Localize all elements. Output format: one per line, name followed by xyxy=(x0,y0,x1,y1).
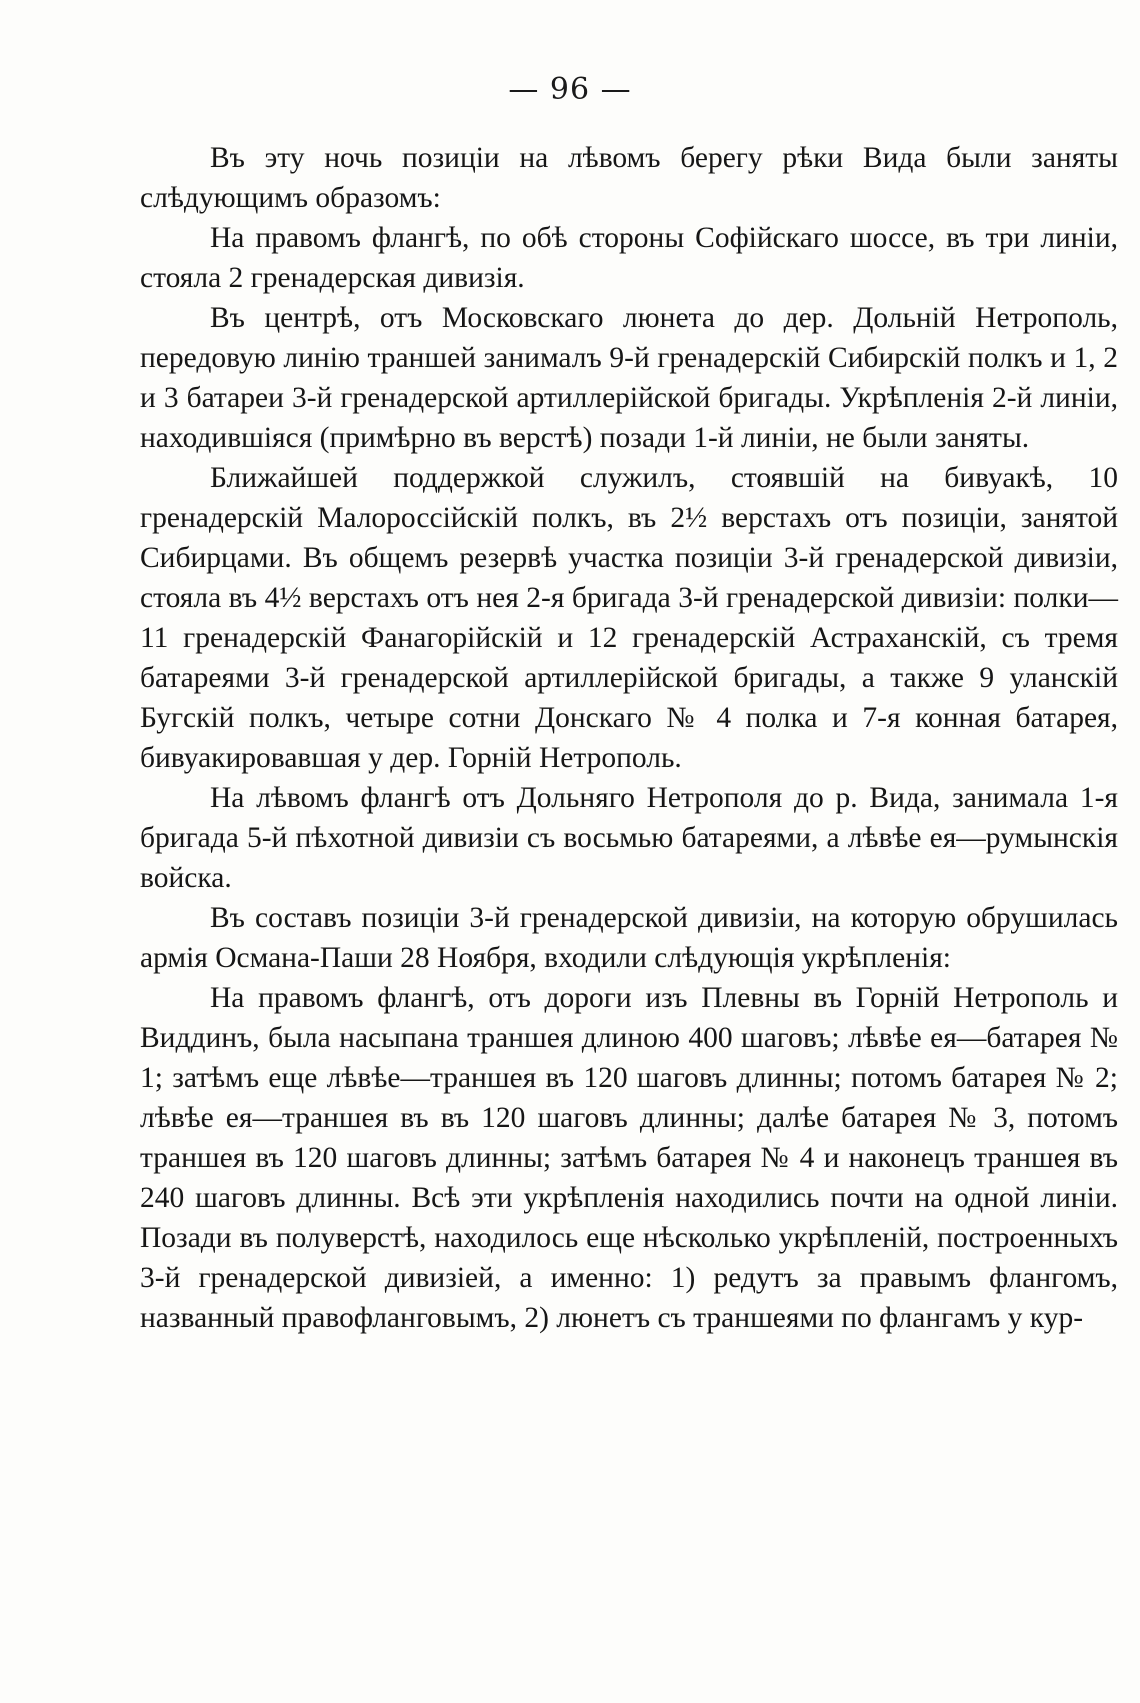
paragraph: Въ центрѣ, отъ Московскаго люнета до дер. Дольній Нетрополь, передовую линію траншей занималъ 9-й гренадерскій Сибирскій полкъ и 1, 2 и 3 батареи 3-й гренадерской артиллерійской бригады. Укрѣпленія 2-й линіи, находившіяся (примѣрно въ верстѣ) позади 1-й линіи, не были заняты. xyxy=(140,302,1118,454)
paragraph: На лѣвомъ флангѣ отъ Дольняго Нетрополя до р. Вида, занимала 1-я бригада 5-й пѣхотной дивизіи съ восьмью батареями, а лѣвѣе ея—румынскія войска. xyxy=(140,782,1118,894)
paragraph: На правомъ флангѣ, по обѣ стороны Софійскаго шоссе, въ три линіи, стояла 2 гренадерская дивизія. xyxy=(140,222,1118,294)
paragraph: Въ эту ночь позиціи на лѣвомъ берегу рѣки Вида были заняты слѣдующимъ образомъ: xyxy=(140,142,1118,214)
paragraph: Въ составъ позиціи 3-й гренадерской дивизіи, на которую обрушилась армія Османа-Паши 28 Ноября, входили слѣдующія укрѣпленія: xyxy=(140,902,1118,974)
body-text xyxy=(140,138,1118,1338)
page-number: — 96 — xyxy=(508,72,632,107)
paragraph: На правомъ флангѣ, отъ дороги изъ Плевны въ Горній Нетрополь и Виддинъ, была насыпана траншея длиною 400 шаговъ; лѣвѣе ея—батарея № 1; затѣмъ еще лѣвѣе—траншея въ 120 шаговъ длинны; потомъ батарея № 2; лѣвѣе ея—траншея въ въ 120 шаговъ длинны; далѣе батарея № 3, потомъ траншея въ 120 шаговъ длинны; затѣмъ батарея № 4 и наконецъ траншея въ 240 шаговъ длинны. Всѣ эти укрѣпленія находились почти на одной линіи. Позади въ полуверстѣ, находилось еще нѣсколько укрѣпленій, построенныхъ 3-й гренадерской дивизіей, а именно: 1) редутъ за правымъ флангомъ, названный правофланговымъ, 2) люнетъ съ траншеями по флангамъ у кур- xyxy=(140,982,1118,1334)
paragraph: Ближайшей поддержкой служилъ, стоявшій на бивуакѣ, 10 гренадерскій Малороссійскій полкъ, въ 2½ верстахъ отъ позиціи, занятой Сибирцами. Въ общемъ резервѣ участка позиціи 3-й гренадерской дивизіи, стояла въ 4½ верстахъ отъ нея 2-я бригада 3-й гренадерской дивизіи: полки—11 гренадерскій Фанагорійскій и 12 гренадерскій Астраханскій, съ тремя батареями 3-й гренадерской артиллерійской бригады, а также 9 уланскій Бугскій полкъ, четыре сотни Донскаго № 4 полка и 7-я конная батарея, бивуакировавшая у дер. Горній Нетрополь. xyxy=(140,462,1118,774)
